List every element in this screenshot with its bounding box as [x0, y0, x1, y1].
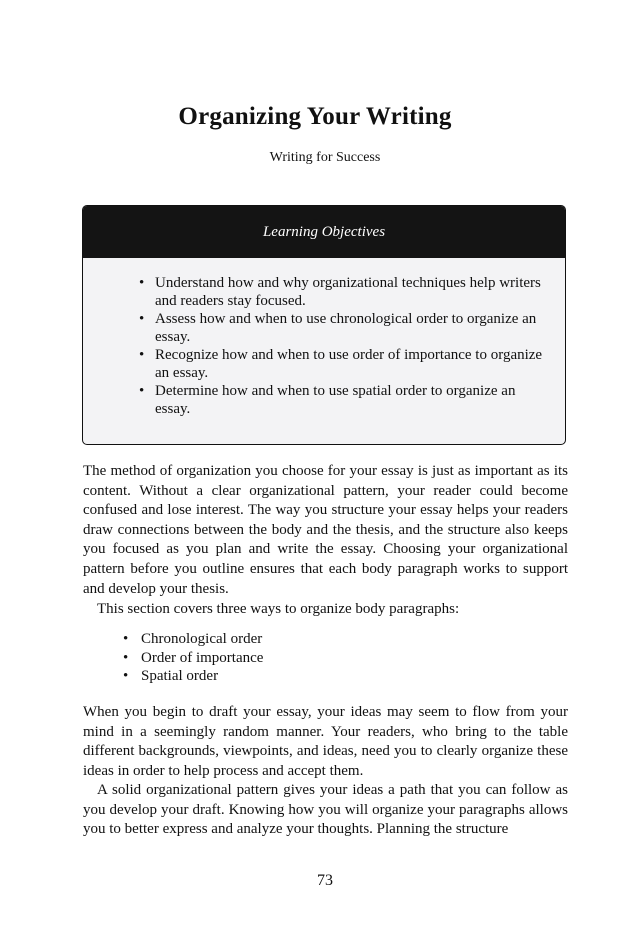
objective-item: [139, 274, 553, 310]
learning-objectives-list: [139, 274, 553, 418]
learning-objectives-header: [83, 206, 565, 258]
page-title: Organizing Your Writing: [178, 103, 452, 130]
objective-text: Understand how and why organizational techniques help writers and readers stay focused.: [155, 275, 541, 309]
objective-item: [139, 382, 553, 418]
organization-methods-list: [123, 630, 263, 686]
list-item-text: Chronological order: [141, 631, 263, 647]
objective-text: Recognize how and when to use order of importance to organize an essay.: [155, 347, 543, 381]
list-item: [123, 630, 263, 649]
objective-text: Determine how and when to use spatial order to organize an essay.: [155, 383, 516, 417]
objective-item: [139, 310, 553, 346]
page-number: 73: [317, 872, 333, 889]
bullet-icon: •: [139, 383, 145, 399]
page-subtitle: Writing for Success: [269, 150, 381, 165]
bullet-icon: •: [123, 649, 129, 666]
body-paragraph-1: The method of organization you choose for your essay is just as important as its content. Without a clear organizational pattern, your reader could become confused and lose interest. The way you structure your essay helps your readers draw connections between the body and the thesis, and the structure also keeps you focused as you plan and write the essay. Choosing your organizational pattern before you outline ensures that each body paragraph works to support and develop your thesis.: [83, 463, 568, 597]
body-paragraph-2: This section covers three ways to organize body paragraphs:: [97, 601, 460, 617]
body-paragraph-3: When you begin to draft your essay, your ideas may seem to flow from your mind in a seemingly random manner. Your readers, who bring to the table different backgrounds, viewpoints, and ideas, need you to clearly organize these ideas in order to help process and accept them.: [83, 704, 568, 779]
learning-objectives-box: [82, 205, 566, 445]
objective-text: Assess how and when to use chronological order to organize an essay.: [155, 311, 537, 345]
bullet-icon: •: [123, 668, 129, 684]
list-item: [123, 649, 263, 668]
bullet-icon: •: [139, 275, 145, 291]
body-paragraph-4: A solid organizational pattern gives your ideas a path that you can follow as you develop your draft. Knowing how you will organize your paragraphs allows you to better express and analyze your thoughts. Planning the structure: [83, 782, 568, 838]
learning-objectives-heading: Learning Objectives: [262, 223, 386, 240]
bullet-icon: •: [139, 347, 145, 363]
bullet-icon: •: [139, 311, 145, 327]
list-item-text: Order of importance: [141, 649, 264, 666]
list-item-text: Spatial order: [141, 668, 219, 684]
bullet-icon: •: [123, 631, 129, 647]
objective-item: [139, 346, 553, 382]
list-item: [123, 667, 263, 686]
